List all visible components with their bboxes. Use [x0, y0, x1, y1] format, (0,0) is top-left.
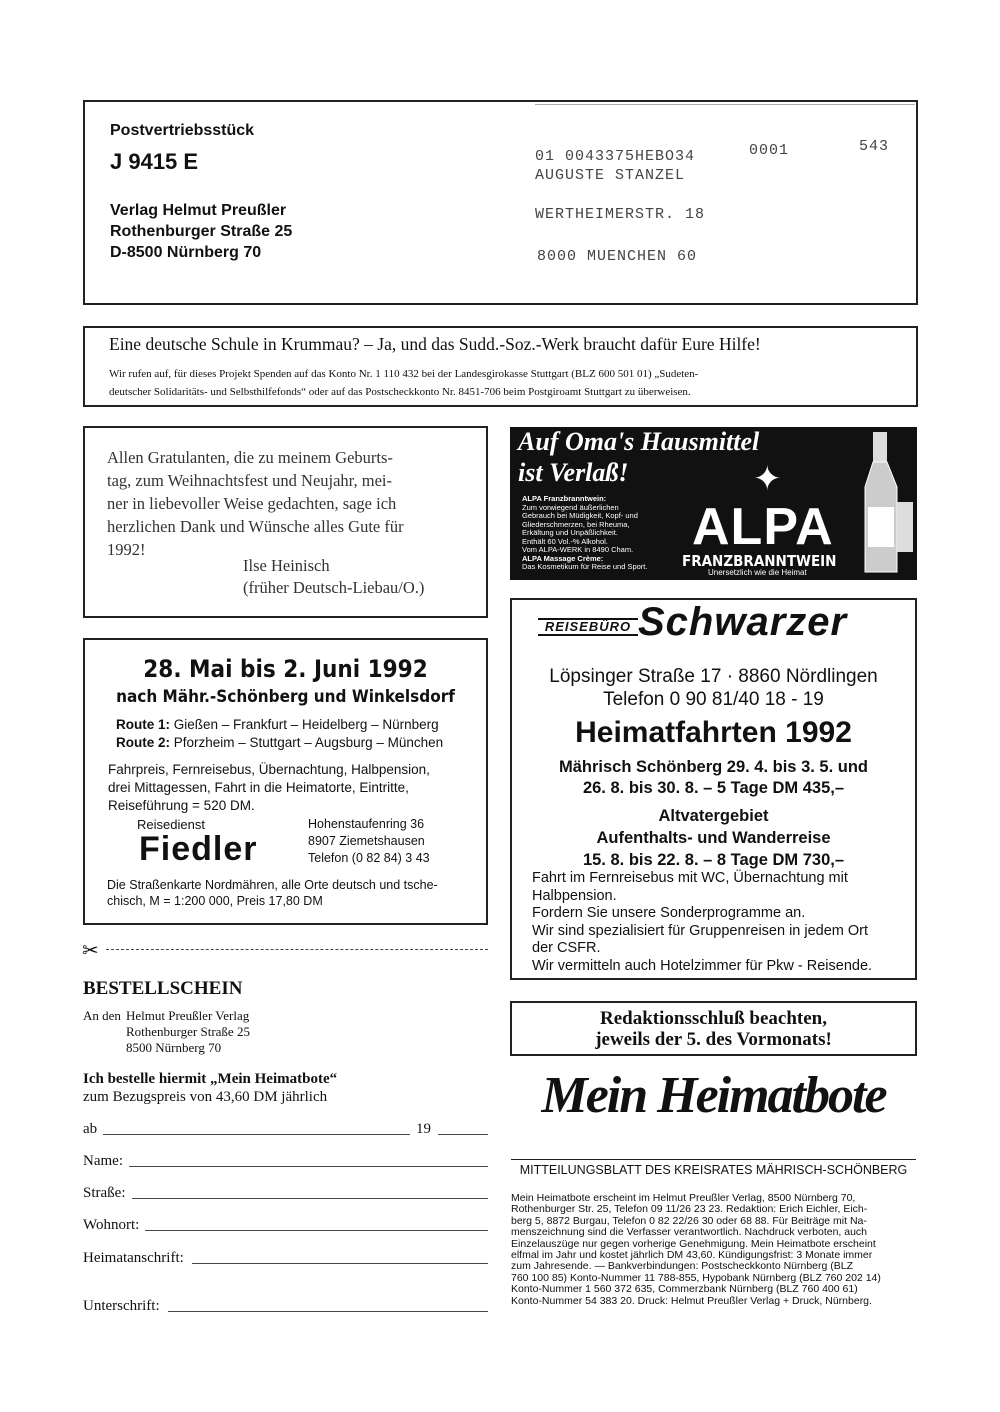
order-form-to-prefix: An den — [83, 1008, 121, 1023]
alpa-tagline: Unersetzlich wie die Heimat — [708, 568, 807, 577]
greeting-box — [83, 426, 488, 618]
masthead-title: Mein Heimatbote — [541, 1067, 886, 1124]
appeal-text: Wir rufen auf, für dieses Projekt Spenden auf das Konto Nr. 1 110 432 bei der Landesgirokasse Stuttgart (BLZ 600 501 01) „Sudeten- deutscher Solidaritäts- und Selbsthilfefonds“ oder auf das Postscheckkonto Nr. 8451-706 beim Postgiroamt Stuttgart zu überweisen. — [109, 368, 699, 398]
label-name: AUGUSTE STANZEL — [535, 167, 686, 184]
label-divider — [535, 104, 915, 105]
order-statement: Ich bestelle hiermit „Mein Heimatbote“ zum Bezugspreis von 43,60 DM jährlich — [83, 1071, 338, 1105]
year-field[interactable] — [438, 1134, 488, 1135]
schwarzer-address: Löpsinger Straße 17 · 8860 Nördlingen — [549, 666, 878, 687]
trip-services: Fahrpreis, Fernreisebus, Übernachtung, Halbpension, drei Mittagessen, Fahrt in die Heimatorte, Eintritte, Reiseführung = 520 DM. — [108, 762, 430, 813]
order-form-recipient: Helmut Preußler Verlag Rothenburger Straße 25 8500 Nürnberg 70 — [126, 1008, 250, 1055]
cut-line — [106, 949, 488, 950]
trip-dates: 28. Mai bis 2. Juni 1992 — [143, 655, 428, 683]
publisher-address: Verlag Helmut Preußler Rothenburger Straße 25 D-8500 Nürnberg 70 — [110, 202, 293, 261]
trip-destination: nach Mähr.-Schönberg und Winkelsdorf — [116, 687, 455, 707]
street-field[interactable] — [132, 1198, 488, 1199]
year-label: 19 — [416, 1121, 431, 1137]
fiedler-address: Hohenstaufenring 36 8907 Ziemetshausen Telefon (0 82 84) 3 43 — [308, 817, 430, 865]
city-field[interactable] — [145, 1230, 488, 1231]
alpa-brand: ALPA — [692, 498, 834, 556]
home-address-label: Heimatanschrift: — [83, 1250, 184, 1266]
name-label: Name: — [83, 1153, 123, 1169]
deadline-text: Redaktionsschluß beachten, jeweils der 5. des Vormonats! — [595, 1008, 832, 1050]
start-date-field[interactable] — [103, 1134, 410, 1135]
bottle-icon — [855, 432, 913, 577]
city-label: Wohnort: — [83, 1217, 140, 1233]
home-address-field[interactable] — [192, 1263, 488, 1264]
street-label: Straße: — [83, 1185, 126, 1201]
appeal-headline: Eine deutsche Schule in Krummau? – Ja, und das Sudd.-Soz.-Werk braucht dafür Eure Hilfe! — [109, 334, 761, 354]
deadline-notice — [510, 1001, 917, 1056]
schwarzer-advertisement — [510, 598, 917, 980]
schwarzer-phone: Telefon 0 90 81/40 18 - 19 — [603, 689, 824, 710]
postvertrieb-label: Postvertriebsstück — [110, 122, 255, 139]
alpa-subbrand: FRANZBRANNTWEIN — [682, 552, 837, 570]
fiedler-logo: Fiedler — [139, 830, 258, 868]
alpa-headline-1: Auf Oma's Hausmittel — [518, 427, 760, 456]
masthead-rule — [511, 1159, 916, 1160]
label-street: WERTHEIMERSTR. 18 — [535, 206, 706, 223]
alpa-advertisement — [510, 427, 917, 580]
label-line-1: 01 0043375HEBO34 — [535, 148, 696, 165]
ab-label: ab — [83, 1121, 98, 1137]
order-form-title: BESTELLSCHEIN — [83, 978, 243, 999]
reisebuero-prefix: REISEBÜRO — [538, 618, 638, 636]
alpa-product-text: ALPA Franzbranntwein: Zum vorwiegend äußerlichen Gebrauch bei Müdigkeit, Kopf- und Gliederschmerzen, bei Rheuma, Erkältung und Unpäßlichkeit. Enthält 60 Vol.-% Alkohol. Vom ALPA-WERK in 8490 Cham. ALPA Massage Crème: Das Kosmetikum für Reise und Sport. — [522, 494, 648, 571]
signature-label: Unterschrift: — [83, 1298, 160, 1314]
school-appeal-banner — [83, 326, 918, 407]
trip-offer-1: Mährisch Schönberg 29. 4. bis 3. 5. und 26. 8. bis 30. 8. – 5 Tage DM 435,– — [559, 758, 868, 797]
trip-offer-2: Altvatergebiet Aufenthalts- und Wanderreise 15. 8. bis 22. 8. – 8 Tage DM 730,– — [582, 807, 845, 869]
label-number-2: 543 — [859, 138, 890, 155]
greeting-text: Allen Gratulanten, die zu meinem Geburts- tag, zum Weihnachtsfest und Neujahr, mei- ner in liebevoller Weise gedachten, sage ich herzlichen Dank und Wünsche alles Gute für 1992! — [107, 448, 404, 559]
label-city: 8000 MUENCHEN 60 — [537, 248, 698, 265]
address-box — [83, 100, 918, 305]
schwarzer-headline: Heimatfahrten 1992 — [575, 716, 852, 749]
sparkle-icon: ✦ — [753, 460, 782, 498]
scissors-icon: ✂ — [82, 940, 99, 962]
impressum: Mein Heimatbote erscheint im Helmut Preußler Verlag, 8500 Nürnberg 70, Rothenburger Str. 25, Telefon 09 11/26 23 23. Redaktion: Erich Eichler, Eich- berg 5, 8872 Burgau, Telefon 0 82 22/26 30 oder 68 88. Für Beiträge mit Na- menszeichnung sind die Verfasser verantwortlich. Nachdruck verboten, auch Einzelauszüge nur gegen vorherige Genehmigung. Mein Heimatbote erscheint elfmal im Jahr und kostet jährlich DM 43,60. Kündigungsfrist: 3 Monate immer zum Jahresende. — Bankverbindungen: Postscheckkonto Nürnberg (BLZ 760 100 85) Konto-Nummer 11 788-855, Hypobank Nürnberg (BLZ 760 202 14) Konto-Nummer 1 560 372 635, Commerzbank Nürnberg (BLZ 760 400 61) Konto-Nummer 54 383 20. Druck: Helmut Preußler Verlag + Druck, Nürnberg. — [511, 1192, 881, 1307]
schwarzer-body: Fahrt im Fernreisebus mit WC, Übernachtung mit Halbpension. Fordern Sie unsere Sonderprogramme an. Wir sind spezialisiert für Gruppenreisen in jedem Ort der CSFR. Wir vermitteln auch Hotelzimmer für Pkw - Reisende. — [532, 870, 873, 974]
trip-advertisement — [83, 638, 488, 925]
route-1: Route 1: Gießen – Frankfurt – Heidelberg – Nürnberg — [116, 717, 439, 732]
masthead-subtitle: MITTEILUNGSBLATT DES KREISRATES MÄHRISCH-SCHÖNBERG — [519, 1163, 908, 1177]
reisedienst-label: Reisedienst — [137, 817, 205, 832]
schwarzer-logo: Schwarzer — [638, 600, 848, 644]
trip-routes — [116, 716, 443, 752]
alpa-headline-2: ist Verlaß! — [518, 458, 629, 487]
greeting-signature: Ilse Heinisch (früher Deutsch-Liebau/O.) — [243, 556, 425, 597]
postvertrieb-code: J 9415 E — [110, 149, 199, 174]
route-2: Route 2: Pforzheim – Stuttgart – Augsburg – München — [116, 735, 444, 750]
name-field[interactable] — [129, 1166, 488, 1167]
label-number-1: 0001 — [749, 142, 790, 159]
signature-field[interactable] — [168, 1311, 488, 1312]
map-note: Die Straßenkarte Nordmähren, alle Orte deutsch und tsche- chisch, M = 1:200 000, Preis 17,80 DM — [107, 878, 438, 908]
